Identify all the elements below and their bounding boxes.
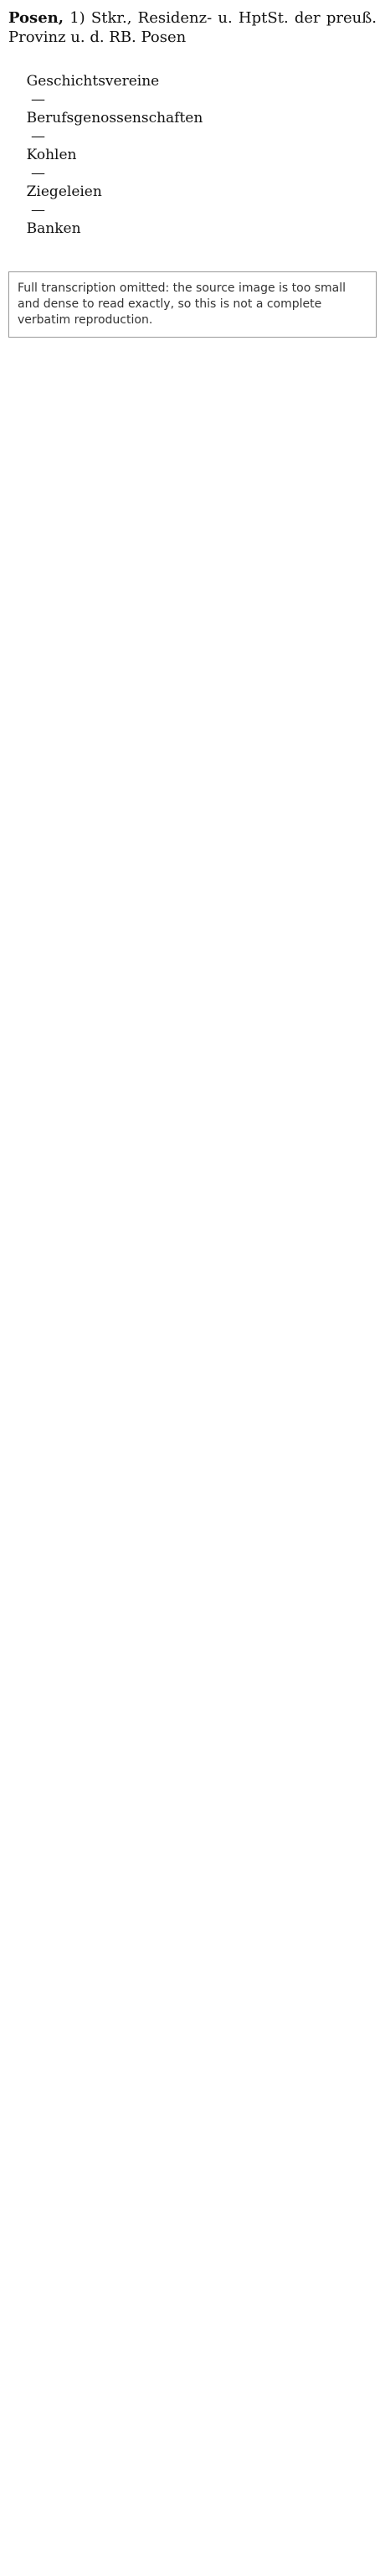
entry-body	[8, 54, 377, 256]
fragment-1: Geschichtsvereine	[26, 73, 160, 90]
fragment-2: Berufsgenossenschaften	[26, 110, 203, 126]
entry-opening-text: 1) Stkr., Residenz- u. HptSt. der preuß. Provinz u. d. RB. Posen	[8, 9, 377, 46]
fragment-separator-2: —	[26, 128, 50, 145]
fragment-separator-3: —	[26, 165, 50, 182]
fragment-3: Kohlen	[26, 147, 77, 163]
transcription-notice: Full transcription omitted: the source image is too small and dense to read exactly, so this is not a complete verbatim reproduction.	[8, 271, 377, 338]
entry-heading	[8, 8, 377, 47]
entry-headword: Posen,	[8, 9, 64, 27]
fragment-separator-1: —	[26, 91, 50, 108]
fragment-5: Banken	[26, 220, 81, 237]
fragment-separator-4: —	[26, 202, 50, 219]
fragment-4: Ziegeleien	[26, 183, 102, 200]
